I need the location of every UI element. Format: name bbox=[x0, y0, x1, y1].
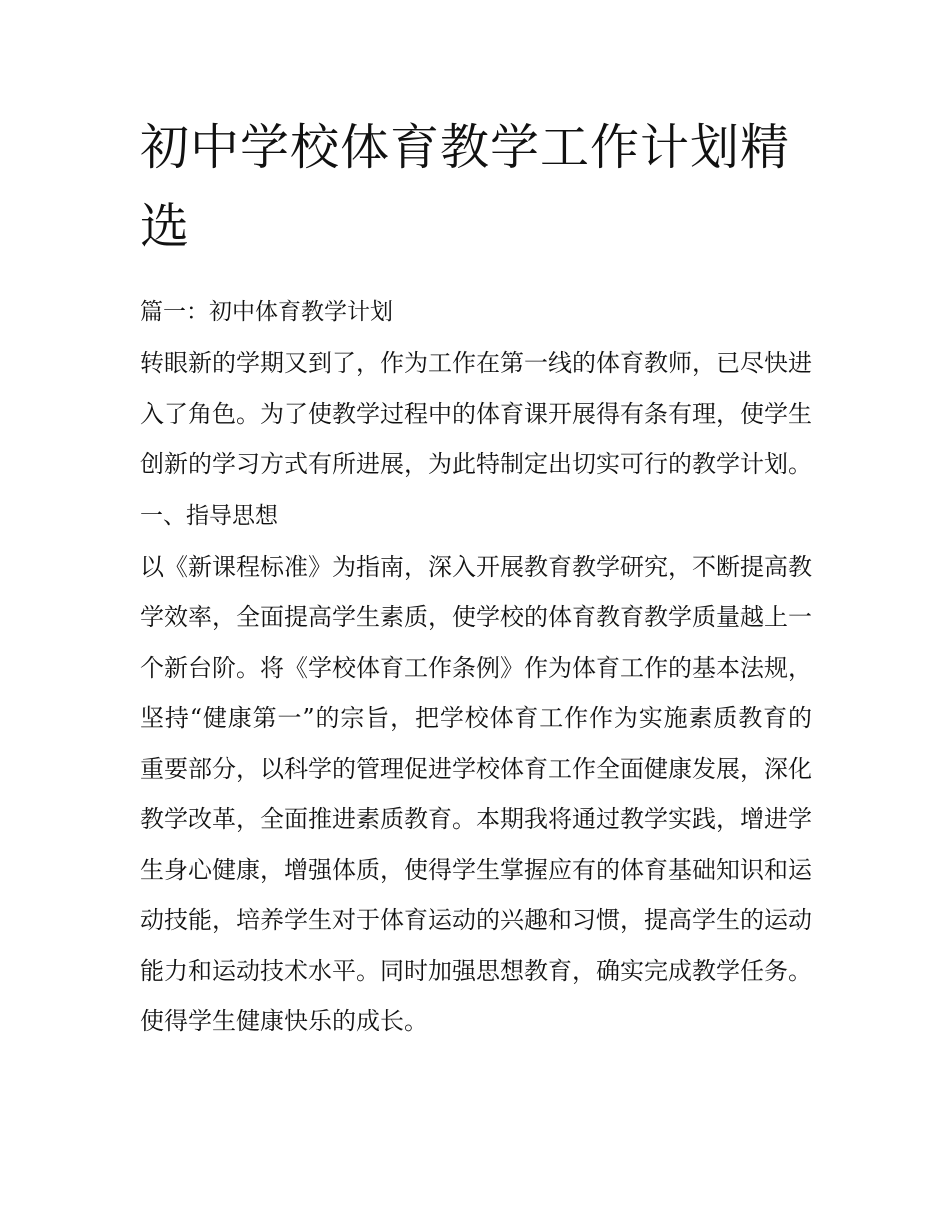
section-heading: 篇一：初中体育教学计划 bbox=[140, 299, 393, 325]
intro-paragraph: 转眼新的学期又到了，作为工作在第一线的体育教师，已尽快进入了角色。为了使教学过程中的体育课开展得有条有理，使学生创新的学习方式有所进展，为此特制定出切实可行的教学计划。 bbox=[140, 349, 812, 478]
guiding-thought-paragraph: 以《新课程标准》为指南，深入开展教育教学研究，不断提高教学效率，全面提高学生素质，使学校的体育教育教学质量越上一个新台阶。将《学校体育工作条例》作为体育工作的基本法规，坚持“健康第一”的宗旨，把学校体育工作作为实施素质教育的重要部分，以科学的管理促进学校体育工作全面健康发展，深化教学改革，全面推进素质教育。本期我将通过教学实践，增进学生身心健康，增强体质，使得学生掌握应有的体育基础知识和运动技能，培养学生对于体育运动的兴趣和习惯，提高学生的运动能力和运动技术水平。同时加强思想教育，确实完成教学任务。使得学生健康快乐的成长。 bbox=[140, 552, 812, 1035]
document-page bbox=[140, 108, 812, 1047]
subheading-guiding-thought: 一、指导思想 bbox=[140, 502, 278, 529]
document-title: 初中学校体育教学工作计划精选 bbox=[140, 119, 791, 255]
